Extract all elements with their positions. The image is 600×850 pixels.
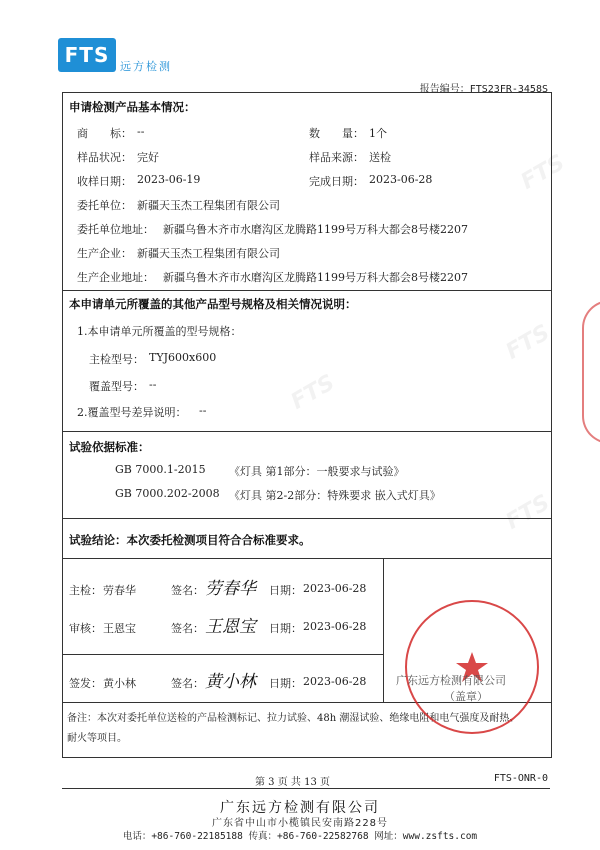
footer-company: 广东远方检测有限公司 xyxy=(220,800,380,816)
quantity-label: 数 量： xyxy=(309,127,364,140)
issuer-date: 2023-06-28 xyxy=(303,675,367,688)
sign-label: 签名： xyxy=(171,677,204,690)
coverage-item-1: 1.本申请单元所覆盖的型号规格： xyxy=(77,325,242,338)
logo-text: FTS xyxy=(64,43,110,67)
page-indicator: 第 3 页 共 13 页 xyxy=(255,777,330,788)
trademark-label: 商 标： xyxy=(77,127,132,140)
sample-source-value: 送检 xyxy=(369,151,391,164)
standard-name: 《灯具 第2-2部分：特殊要求 嵌入式灯具》 xyxy=(229,489,441,502)
brand-name: 远方检测 xyxy=(120,60,172,73)
covered-model-value: -- xyxy=(149,378,157,391)
client-value: 新疆天玉杰工程集团有限公司 xyxy=(137,199,280,212)
standard-code: GB 7000.1-2015 xyxy=(115,463,206,476)
stamp-company-name: 广东远方检测有限公司 xyxy=(396,674,506,687)
inspector-signature: 劳春华 xyxy=(205,579,256,599)
trademark-value: -- xyxy=(137,125,145,138)
client-label: 委托单位： xyxy=(77,199,132,212)
reviewer-name: 王恩宝 xyxy=(103,622,136,635)
reviewer-date: 2023-06-28 xyxy=(303,620,367,633)
watermark-logo: FTS xyxy=(501,320,555,365)
producer-value: 新疆天玉杰工程集团有限公司 xyxy=(137,247,280,260)
main-model-value: TYJ600x600 xyxy=(149,351,217,364)
date-label: 日期： xyxy=(269,677,302,690)
inspector-name: 劳春华 xyxy=(103,584,136,597)
producer-address-value: 新疆乌鲁木齐市水磨沟区龙腾路1199号万科大都会8号楼2207 xyxy=(163,271,468,284)
stamp-seal-note: （盖章） xyxy=(444,690,488,703)
date-label: 日期： xyxy=(269,584,302,597)
remark-line-1: 备注：本次对委托单位送检的产品检测标记、拉力试验、48h 潮湿试验、绝缘电阻和电气强度及耐热、 xyxy=(67,713,520,724)
company-logo xyxy=(58,38,116,72)
issuer-signature: 黄小林 xyxy=(205,672,256,692)
reviewer-label: 审核： xyxy=(69,622,102,635)
side-seal-stamp xyxy=(582,300,600,444)
sign-label: 签名： xyxy=(171,622,204,635)
producer-label: 生产企业： xyxy=(77,247,132,260)
remark-line-2: 耐火等项目。 xyxy=(67,733,127,744)
client-address-label: 委托单位地址： xyxy=(77,223,154,236)
conclusion-text: 试验结论：本次委托检测项目符合合标准要求。 xyxy=(69,533,311,547)
company-seal-stamp xyxy=(405,600,539,734)
footer-address: 广东省中山市小榄镇民安南路228号 xyxy=(211,818,389,829)
complete-date-label: 完成日期： xyxy=(309,175,364,188)
divider xyxy=(63,518,551,519)
watermark-logo: FTS xyxy=(286,370,340,415)
footer-contact: 电话：+86-760-22185188 传真：+86-760-22582768 网址：www.zsfts.com xyxy=(122,831,478,842)
footer-divider xyxy=(62,788,550,789)
inspector-label: 主检： xyxy=(69,584,102,597)
coverage-item-2-label: 2.覆盖型号差异说明： xyxy=(77,406,187,419)
inspector-date: 2023-06-28 xyxy=(303,582,367,595)
issuer-name: 黄小林 xyxy=(103,677,136,690)
sign-label: 签名： xyxy=(171,584,204,597)
date-label: 日期： xyxy=(269,622,302,635)
producer-address-label: 生产企业地址： xyxy=(77,271,154,284)
report-number: 报告编号：FTS23FR-3458S xyxy=(419,84,548,95)
watermark-logo: FTS xyxy=(501,490,555,535)
divider xyxy=(63,431,551,432)
signature-block xyxy=(63,558,383,702)
seal-star-icon xyxy=(407,602,537,732)
basic-info-title: 申请检测产品基本情况： xyxy=(69,100,196,114)
reviewer-signature: 王恩宝 xyxy=(205,617,256,637)
sample-source-label: 样品来源： xyxy=(309,151,364,164)
covered-model-label: 覆盖型号： xyxy=(89,380,144,393)
quantity-value: 1个 xyxy=(369,127,387,140)
sample-status-value: 完好 xyxy=(137,151,159,164)
client-address-value: 新疆乌鲁木齐市水磨沟区龙腾路1199号万科大都会8号楼2207 xyxy=(163,223,468,236)
coverage-item-2-value: -- xyxy=(199,404,207,417)
watermark-logo: FTS xyxy=(516,150,570,195)
standard-name: 《灯具 第1部分：一般要求与试验》 xyxy=(229,465,405,478)
receive-date-label: 收样日期： xyxy=(77,175,132,188)
divider xyxy=(63,290,551,291)
receive-date-value: 2023-06-19 xyxy=(137,173,201,186)
issuer-label: 签发： xyxy=(69,677,102,690)
sample-status-label: 样品状况： xyxy=(77,151,132,164)
main-model-label: 主检型号： xyxy=(89,353,144,366)
standards-title: 试验依据标准： xyxy=(69,440,150,454)
complete-date-value: 2023-06-28 xyxy=(369,173,433,186)
column-divider xyxy=(383,558,384,702)
standard-code: GB 7000.202-2008 xyxy=(115,487,220,500)
divider xyxy=(63,654,383,655)
form-code: FTS-ONR-0 xyxy=(493,773,548,784)
coverage-title: 本申请单元所覆盖的其他产品型号规格及相关情况说明： xyxy=(69,297,357,311)
